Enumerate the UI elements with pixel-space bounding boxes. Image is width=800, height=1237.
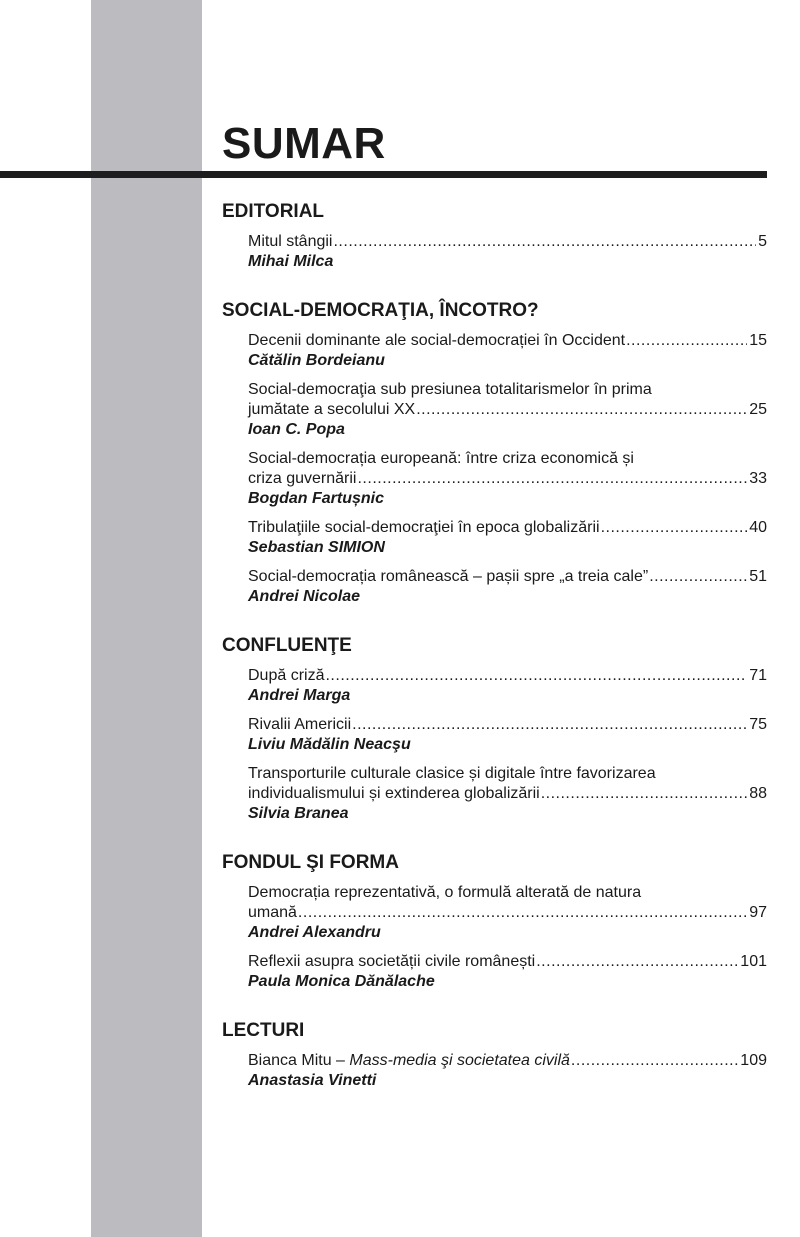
entry-title: Mitul stângii [248,233,333,250]
entry-title: jumătate a secolului XX [248,401,416,418]
dot-leader [416,400,747,420]
entry-title: După criză [248,667,325,684]
entry-author: Silvia Branea [248,805,349,822]
toc-entry[interactable] [248,666,767,706]
entry-author: Ioan C. Popa [248,421,345,438]
page-number: 88 [749,785,767,802]
entry-author: Andrei Nicolae [248,588,361,605]
dot-leader [325,666,747,686]
entry-author: Sebastian SIMION [248,539,385,556]
page-number: 97 [749,904,767,921]
entry-title: Decenii dominante ale social-democrației în Occident [248,332,626,349]
toc-entry[interactable] [248,715,767,755]
entry-title-line: Social-democrația europeană: între criza economică și [248,450,634,467]
page-number: 109 [740,1052,767,1069]
entry-title: individualismului și extinderea globalizării [248,785,540,802]
section-social-democratia [222,299,767,607]
section-editorial [222,200,767,272]
page-number: 101 [740,953,767,970]
toc-entry[interactable] [248,883,767,943]
entry-author: Mihai Milca [248,253,334,270]
dot-leader [541,784,748,804]
entry-title: Rivalii Americii [248,716,352,733]
entry-title-line: Transporturile culturale clasice și digitale între favorizarea [248,765,656,782]
section-lecturi [222,1019,767,1091]
dot-leader [357,469,747,489]
dot-leader [536,952,738,972]
page-number: 71 [749,667,767,684]
toc-entry[interactable] [248,1051,767,1091]
section-heading: LECTURI [222,1020,305,1041]
section-confluente [222,634,767,824]
page-number: 33 [749,470,767,487]
dot-leader [298,903,747,923]
dot-leader [601,518,748,538]
table-of-contents [222,200,767,1091]
entry-title-line: Social-democraţia sub presiunea totalitarismelor în prima [248,381,652,398]
entry-author: Andrei Alexandru [248,924,381,941]
entry-title: umană [248,904,297,921]
entry-title-book: Mass-media şi societatea civilă [349,1052,570,1069]
entry-author: Andrei Marga [248,687,351,704]
page-number: 40 [749,519,767,536]
side-bar-decoration [91,0,202,1237]
dot-leader [333,232,756,252]
entry-title [248,1051,570,1071]
page-number: 5 [758,233,767,250]
page-number: 25 [749,401,767,418]
section-heading: EDITORIAL [222,201,325,222]
section-heading: SOCIAL-DEMOCRAŢIA, ÎNCOTRO? [222,300,539,321]
entry-title: criza guvernării [248,470,357,487]
section-heading: FONDUL ŞI FORMA [222,852,399,873]
entry-author: Anastasia Vinetti [248,1072,377,1089]
toc-entry[interactable] [248,380,767,440]
page-number: 75 [749,716,767,733]
entry-author: Bogdan Fartușnic [248,490,385,507]
toc-entry[interactable] [248,449,767,509]
dot-leader [352,715,747,735]
title-rule [0,171,767,178]
entry-author: Liviu Mădălin Neacşu [248,736,411,753]
section-fondul-si-forma [222,851,767,992]
page-number: 15 [749,332,767,349]
entry-title: Reflexii asupra societății civile românești [248,953,536,970]
toc-entry[interactable] [248,567,767,607]
entry-title-prefix: Bianca Mitu – [248,1052,350,1069]
entry-author: Cătălin Bordeianu [248,352,385,369]
entry-author: Paula Monica Dănălache [248,973,435,990]
toc-entry[interactable] [248,952,767,992]
dot-leader [626,331,747,351]
dot-leader [571,1051,738,1071]
dot-leader [649,567,747,587]
toc-entry[interactable] [248,331,767,371]
section-heading: CONFLUENŢE [222,635,352,656]
entry-title: Tribulaţiile social-democraţiei în epoca globalizării [248,519,600,536]
page-title: SUMAR [222,119,386,168]
entry-title-line: Democrația reprezentativă, o formulă alterată de natura [248,884,642,901]
entry-title: Social-democrația românească – pașii spre „a treia cale” [248,568,649,585]
page-number: 51 [749,568,767,585]
toc-entry[interactable] [248,518,767,558]
toc-entry[interactable] [248,232,767,272]
toc-entry[interactable] [248,764,767,824]
